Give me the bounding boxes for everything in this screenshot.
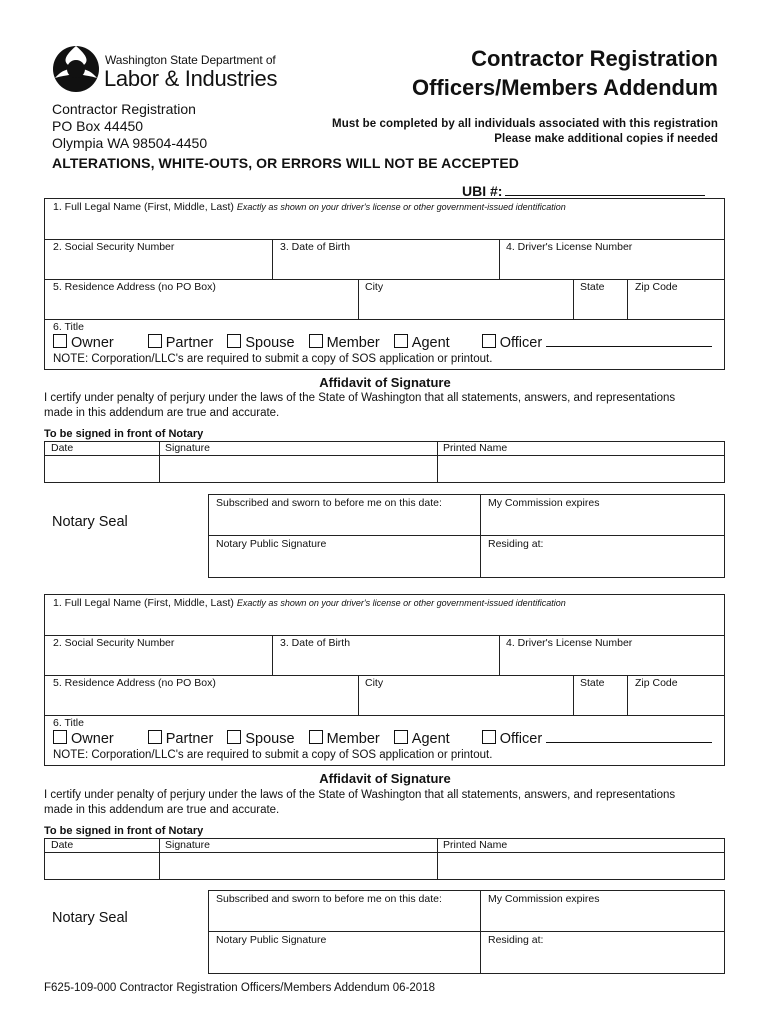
notary-seal-area-2: Notary Seal	[52, 910, 128, 926]
partner-option: Partner	[165, 335, 214, 351]
officer-title-input[interactable]	[546, 334, 712, 347]
title-label: 6. Title	[53, 321, 84, 333]
person-section-1	[44, 198, 725, 370]
zip-code-label-2[interactable]: Zip Code	[635, 677, 678, 689]
signature-label-2[interactable]: Signature	[165, 839, 210, 851]
zip-code-label[interactable]: Zip Code	[635, 281, 678, 293]
commission-expires-label-2[interactable]: My Commission expires	[488, 893, 600, 905]
full-name-field-2[interactable]	[53, 597, 566, 609]
city-label[interactable]: City	[365, 281, 384, 293]
spouse-option: Spouse	[245, 335, 295, 351]
affidavit-text-2: I certify under penalty of perjury under the laws of the State of Washington that all statements, answers, and representations made in this addendum are true and accurate.	[44, 789, 676, 816]
spouse-checkbox-2[interactable]	[227, 730, 241, 744]
notary-signature-label-2[interactable]: Notary Public Signature	[216, 934, 327, 946]
officer-option: Officer	[499, 335, 543, 351]
printed-name-label[interactable]: Printed Name	[443, 442, 508, 454]
notary-table-1	[208, 494, 725, 578]
member-option: Member	[326, 731, 380, 747]
agency-department-line: Washington State Department of	[105, 53, 276, 67]
date-label[interactable]: Date	[51, 442, 74, 454]
officer-checkbox-2[interactable]	[482, 730, 496, 744]
agent-option: Agent	[411, 335, 450, 351]
dob-label-2[interactable]: 3. Date of Birth	[280, 637, 351, 649]
affidavit-title: Affidavit of Signature	[319, 375, 451, 390]
subscribed-date-label-2[interactable]: Subscribed and sworn to before me on this date:	[216, 893, 442, 905]
officer-option: Officer	[499, 731, 543, 747]
full-name-label: 1. Full Legal Name (First, Middle, Last)	[53, 597, 234, 609]
affidavit-text: I certify under penalty of perjury under the laws of the State of Washington that all statements, answers, and representations made in this addendum are true and accurate.	[44, 392, 676, 419]
ssn-label[interactable]: 2. Social Security Number	[53, 241, 175, 253]
ubi-label: UBI #:	[462, 183, 503, 199]
owner-checkbox-2[interactable]	[53, 730, 67, 744]
full-name-field[interactable]	[53, 201, 566, 213]
agent-checkbox[interactable]	[394, 334, 408, 348]
city-label-2[interactable]: City	[365, 677, 384, 689]
officer-title-input-2[interactable]	[546, 730, 712, 743]
dob-label[interactable]: 3. Date of Birth	[280, 241, 351, 253]
residence-address-label-2[interactable]: 5. Residence Address (no PO Box)	[53, 677, 216, 689]
spouse-option: Spouse	[245, 731, 295, 747]
form-footer: F625-109-000 Contractor Registration Officers/Members Addendum 06-2018	[44, 982, 435, 994]
instruction-line-1: Must be completed by all individuals associated with this registration	[332, 118, 718, 130]
partner-checkbox-2[interactable]	[148, 730, 162, 744]
affidavit-title-2: Affidavit of Signature	[319, 771, 451, 786]
spouse-checkbox[interactable]	[227, 334, 241, 348]
sos-note: NOTE: Corporation/LLC's are required to submit a copy of SOS application or printout.	[53, 353, 493, 365]
residing-at-label-2[interactable]: Residing at:	[488, 934, 544, 946]
commission-expires-label[interactable]: My Commission expires	[488, 497, 600, 509]
notary-instruction: To be signed in front of Notary	[44, 428, 204, 440]
state-label-2[interactable]: State	[580, 677, 605, 689]
agent-option: Agent	[411, 731, 450, 747]
agent-checkbox-2[interactable]	[394, 730, 408, 744]
residing-at-label[interactable]: Residing at:	[488, 538, 544, 550]
drivers-license-label[interactable]: 4. Driver's License Number	[506, 241, 633, 253]
alterations-warning: ALTERATIONS, WHITE-OUTS, OR ERRORS WILL NOT BE ACCEPTED	[52, 155, 519, 171]
instruction-line-2: Please make additional copies if needed	[494, 133, 718, 145]
sos-note-2: NOTE: Corporation/LLC's are required to submit a copy of SOS application or printout.	[53, 749, 493, 761]
residence-address-label[interactable]: 5. Residence Address (no PO Box)	[53, 281, 216, 293]
state-label[interactable]: State	[580, 281, 605, 293]
date-label-2[interactable]: Date	[51, 839, 74, 851]
form-title-line-2: Officers/Members Addendum	[411, 75, 718, 100]
full-name-hint: Exactly as shown on your driver's license or other government-issued identification	[236, 598, 566, 608]
full-name-hint: Exactly as shown on your driver's license or other government-issued identification	[236, 202, 566, 212]
notary-seal-area: Notary Seal	[52, 514, 128, 530]
signature-label[interactable]: Signature	[165, 442, 210, 454]
subscribed-date-label[interactable]: Subscribed and sworn to before me on this date:	[216, 497, 442, 509]
notary-signature-label[interactable]: Notary Public Signature	[216, 538, 327, 550]
owner-option: Owner	[71, 731, 114, 747]
ssn-label-2[interactable]: 2. Social Security Number	[53, 637, 175, 649]
full-name-label: 1. Full Legal Name (First, Middle, Last)	[53, 201, 234, 213]
officer-checkbox[interactable]	[482, 334, 496, 348]
signature-table-1	[44, 441, 725, 483]
member-checkbox-2[interactable]	[309, 730, 323, 744]
printed-name-label-2[interactable]: Printed Name	[443, 839, 508, 851]
owner-option: Owner	[71, 335, 114, 351]
partner-option: Partner	[165, 731, 214, 747]
address-line-3: Olympia WA 98504-4450	[52, 135, 208, 151]
ubi-input-line[interactable]	[505, 181, 705, 196]
partner-checkbox[interactable]	[148, 334, 162, 348]
agency-name: Labor & Industries	[104, 66, 278, 91]
form-title-line-1: Contractor Registration	[471, 46, 718, 71]
drivers-license-label-2[interactable]: 4. Driver's License Number	[506, 637, 633, 649]
member-option: Member	[326, 335, 380, 351]
member-checkbox[interactable]	[309, 334, 323, 348]
notary-table-2	[208, 890, 725, 974]
title-options	[53, 334, 722, 351]
title-label-2: 6. Title	[53, 717, 84, 729]
ubi-field[interactable]	[462, 181, 705, 199]
address-line-1: Contractor Registration	[52, 101, 196, 117]
signature-table-2	[44, 838, 725, 880]
notary-instruction-2: To be signed in front of Notary	[44, 825, 204, 837]
owner-checkbox[interactable]	[53, 334, 67, 348]
title-options-2	[53, 730, 722, 747]
address-line-2: PO Box 44450	[52, 118, 144, 134]
lni-logo-icon	[52, 44, 100, 94]
person-section-2	[44, 594, 725, 766]
